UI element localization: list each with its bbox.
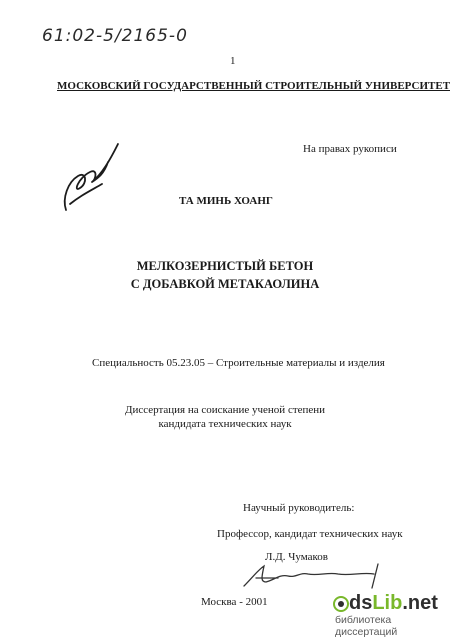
- supervisor-label: Научный руководитель:: [243, 502, 355, 514]
- dslib-logo-icon: [333, 596, 349, 612]
- title-line-2: С ДОБАВКОЙ МЕТАКАОЛИНА: [130, 277, 320, 291]
- author-name: ТА МИНЬ ХОАНГ: [179, 195, 273, 207]
- specialty: Специальность 05.23.05 – Строительные материалы и изделия: [92, 357, 385, 369]
- supervisor-position: Профессор, кандидат технических наук: [217, 528, 403, 540]
- dissertation-line-2: кандидата технических наук: [158, 418, 292, 430]
- rights-note: На правах рукописи: [303, 143, 397, 155]
- dslib-logo-part-3: .net: [402, 592, 438, 614]
- dslib-watermark[interactable]: [335, 592, 447, 638]
- supervisor-signature-icon: [238, 560, 408, 592]
- dslib-logo-part-2: Lib: [372, 592, 403, 614]
- dissertation-line-1: Диссертация на соискание ученой степени: [124, 404, 326, 416]
- dslib-logo-text: [349, 592, 438, 615]
- dslib-subtitle: библиотека диссертаций: [335, 614, 398, 638]
- supervisor-name: Л.Д. Чумаков: [265, 551, 328, 563]
- city-year: Москва - 2001: [201, 596, 268, 608]
- author-signature-icon: [58, 138, 130, 216]
- university-name: МОСКОВСКИЙ ГОСУДАРСТВЕННЫЙ СТРОИТЕЛЬНЫЙ УНИВЕРСИТЕТ: [57, 80, 450, 92]
- title-line-1: МЕЛКОЗЕРНИСТЫЙ БЕТОН: [136, 259, 314, 273]
- handwritten-catalog-code: 61:02-5/2165-0: [42, 26, 188, 46]
- dslib-logo-part-1: ds: [349, 592, 373, 614]
- page-number: 1: [230, 55, 236, 67]
